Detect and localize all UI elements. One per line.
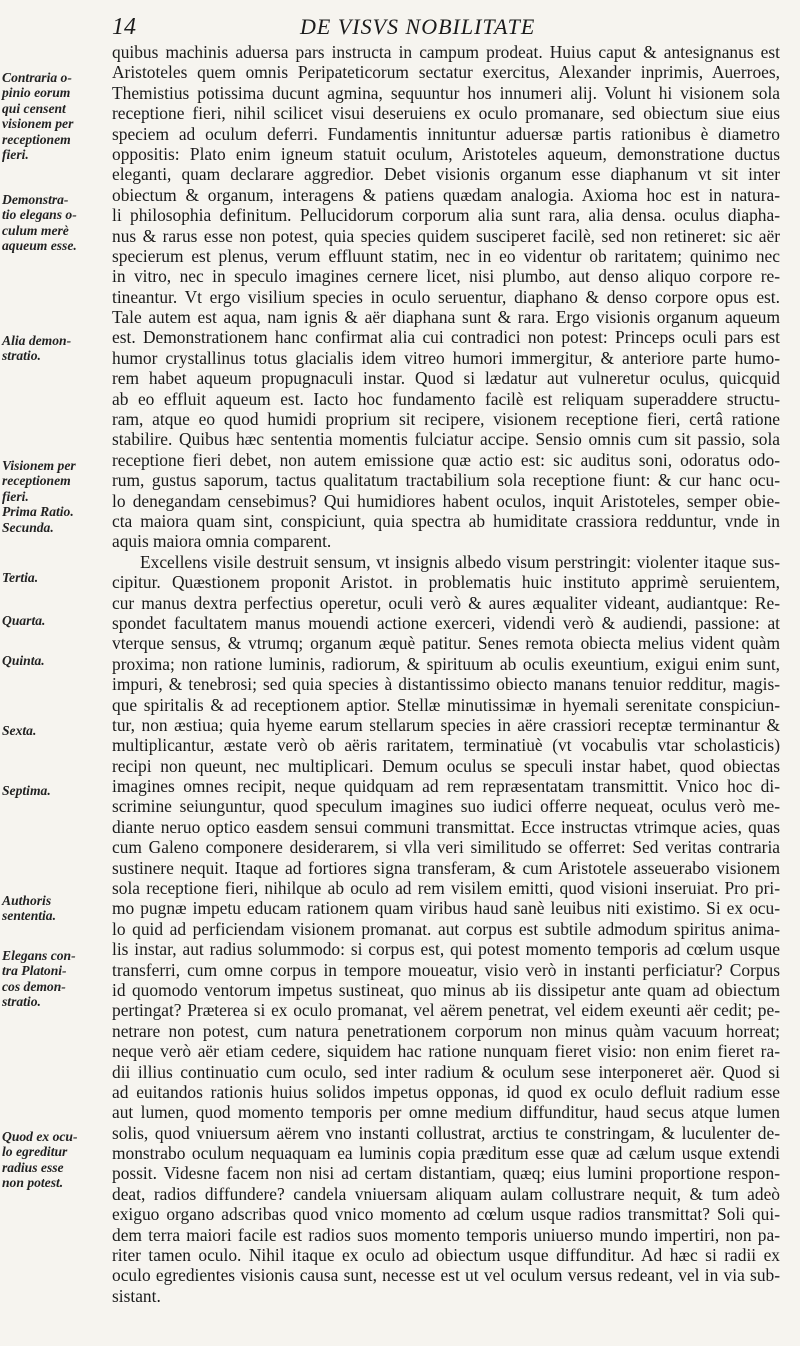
text-line: oppositis: Plato enim igneum statuit oculum, Aristoteles aqueum, demonstratione ductus <box>112 143 780 164</box>
margin-note-line: lo egreditur <box>2 1144 68 1160</box>
margin-note-quarta <box>2 613 110 628</box>
text-line: cipitur. Quæstionem proponit Aristot. in problematis huic instituto apprimè seruientem, <box>112 572 780 593</box>
text-line: riter tamen oculo. Nihil itaque ex oculo ad obiectum usque diffunditur. Ad hæc si radii ex <box>112 1245 780 1266</box>
text-line: multiplicantur, æstate verò ob aëris raritatem, terminatiuè (vt vocabulis vtar scholasticis) <box>112 735 780 756</box>
margin-note-line: Secunda. <box>2 519 54 535</box>
text-line: cur manus dextra perfectius operetur, oculi verò & aures æqualiter videant, audiantque: Re- <box>112 592 780 613</box>
body-text <box>112 42 780 1306</box>
margin-note-contraria-opinio <box>2 70 110 162</box>
text-line: transferri, cum omne corpus in tempore moueatur, visio verò in instanti perficiatur? Corpus <box>112 959 780 980</box>
text-line: ad euitandos rationis huius solidos impetus opponas, id quod ex oculo defluit radium esse <box>112 1081 780 1102</box>
margin-note-line: non potest. <box>2 1175 64 1191</box>
text-line: quibus machinis aduersa pars instructa in campum prodeat. Huius caput & antesignanus est <box>112 42 780 62</box>
margin-note-line: pinio eorum <box>2 85 71 101</box>
text-line: que spiritalis & ad receptionem aptior. Stellæ minutissimæ in hyemali serenitate conspiciun- <box>112 694 780 715</box>
text-line: Aristoteles quem omnis Peripateticorum sectatur exercitus, Alexander inprimis, Auerroes, <box>112 62 780 83</box>
text-line: imagines omnes recipit, neque quidquam ad rem repræsentatam transmittit. Vnico hoc di- <box>112 776 780 797</box>
margin-note-line: stratio. <box>2 994 41 1010</box>
text-line: lo denegandam censebimus? Qui humidiores habent oculos, inquit Aristoteles, semper obie- <box>112 490 780 511</box>
text-line: humor crystallinus totus glacialis idem vitreo humori immergitur, & anteriore parte humo- <box>112 347 780 368</box>
margin-note-line: Septima. <box>2 783 51 798</box>
text-line: receptione fieri debet, non autem emissione quæ actio est: sic auditus soni, odoratus odo- <box>112 449 780 470</box>
margin-note-line: stratio. <box>2 348 41 364</box>
margin-note-sexta <box>2 723 110 738</box>
text-line: aut lumen, quod momento temporis per omne medium diffunditur, haud secus atque lumen <box>112 1102 780 1123</box>
text-line: rem habet aqueum propugnaculi instar. Quod si lædatur aut vulneretur oculus, quicquid <box>112 368 780 389</box>
margin-note-elegans-contra-platonicos <box>2 948 110 1010</box>
text-line: stabilire. Quibus hæc sententia momentis fulciatur accipe. Sensio omnis cum sit passio, sola <box>112 429 780 450</box>
text-line: scrimine seiunguntur, quod speculum imagines suo iudici offerre nequeat, oculus verò me- <box>112 796 780 817</box>
text-line: eleganti, quam declarare aggredior. Debet visionis organum esse diaphanum vt sit inter <box>112 164 780 185</box>
text-line: lis instar, aut radius solummodo: si corpus est, qui potest momento temporis ad cœlum usque <box>112 939 780 960</box>
text-line: receptione fieri, nihil scilicet visui deseruiens ex oculo promanare, sed obiectum siue eius <box>112 103 780 124</box>
text-line: Excellens visile destruit sensum, vt insignis albedo visum perstringit: violenter itaque sus- <box>140 551 780 572</box>
text-line: in vitro, nec in speculo imagines cernere licet, nisi plumbo, aut denso aliquo corpore re- <box>112 266 780 287</box>
text-line: obiectum & organum, interagens & patiens quædam analogia. Axioma hoc est in natura- <box>112 184 780 205</box>
text-line: exiguo organo adscribas quod vnico momento ad cœlum usque radios transmittat? Soli qui- <box>112 1204 780 1225</box>
text-line: tur, non æstiua; quia hyeme earum stellarum species in aëre crassiori receptæ terminantur & <box>112 714 780 735</box>
text-line: rum, gustus saporum, tactus qualitatum tractabilium sola receptione fiunt: & cur hanc ocu- <box>112 470 780 491</box>
margin-note-line: receptionem <box>2 131 71 147</box>
margin-note-line: cos demon- <box>2 978 66 994</box>
text-line: Themistius potissima ducunt agmina, sequuntur hos innumeri alij. Volunt hi visionem sola <box>112 82 780 103</box>
text-line: pertingat? Præterea si ex oculo promanat, vel aërem penetrat, vel eidem exeunti aër cedit; pe- <box>112 1000 780 1021</box>
margin-note-quod-ex-oculo <box>2 1129 110 1191</box>
text-line: nus & rarus esse non potest, quia species quidem susciperet facilè, sed non retineret: sic aër <box>112 225 780 246</box>
text-line: ab eo effluit aqueum est. Iacto hoc fundamento facilè est reliquam superaddere structu- <box>112 388 780 409</box>
text-line: possit. Videsne facem non nisi ad certam distantiam, quæq; eius lumini proportione respon- <box>112 1163 780 1184</box>
margin-note-quinta <box>2 653 110 668</box>
margin-note-alia-demonstratio <box>2 333 110 364</box>
margin-note-line: Sexta. <box>2 723 37 738</box>
running-title: DE VISVS NOBILITATE <box>300 14 536 39</box>
text-line: dii illius continuatio cum oculo, sed inter radium & oculum sese interponeret aër. Quod si <box>112 1061 780 1082</box>
text-line: cta maiora quam sint, conspiciunt, quia spectra ab humiditate crassiora redduntur, vnde in <box>112 510 780 531</box>
margin-note-line: tio elegans o- <box>2 207 77 223</box>
margin-note-line: receptionem <box>2 473 71 489</box>
text-line: li philosophia definitum. Pellucidorum corporum alia sunt rara, alia densa. oculus diapha- <box>112 205 780 226</box>
text-line: tineantur. Vt ergo visilium species in oculo seruentur, diaphano & denso corpore opus est. <box>112 286 780 307</box>
text-line: ram, atque eo quod humidi proprium sit recipere, visionem receptione fieri, certâ ratione <box>112 409 780 430</box>
margin-note-line: aqueum esse. <box>2 238 77 254</box>
margin-note-line: Quinta. <box>2 653 45 668</box>
text-line: vterque sensus, & vtrumq; organum æquè patitur. Senes remota obiecta melius vident quàm <box>112 633 780 654</box>
text-line: cum Galeno componere desiderarem, si vlla veri similitudo se offerret: Sed veritas contraria <box>112 837 780 858</box>
text-line: netrare non potest, cum natura penetrationem corporum non minus quàm vacuum horreat; <box>112 1020 780 1041</box>
margin-note-authoris-sententia <box>2 893 110 924</box>
text-line: spondet facultatem manus mouendi actione exerceri, videndi verò & audiendi, passione: at <box>112 612 780 633</box>
margin-note-line: visionem per <box>2 116 74 132</box>
margin-note-line: culum merè <box>2 222 69 238</box>
margin-note-line: fieri. <box>2 488 29 504</box>
margin-note-line: radius esse <box>2 1159 64 1175</box>
text-line: lo quid ad perficiendam visionem promanat. aut corpus est subtile admodum spiritus anima- <box>112 918 780 939</box>
text-line: est. Demonstrationem hanc confirmat alia cui contradici non potest: Princeps oculi pars est <box>112 327 780 348</box>
margin-note-line: Demonstra- <box>2 192 69 207</box>
text-line: monstrabo oculum nequaquam ea luminis copia præditum esse quæ ad cælum usque extendi <box>112 1143 780 1164</box>
text-line: speciem ad oculum deferri. Fundamentis innituntur aduersæ partis rationibus è diametro <box>112 123 780 144</box>
margin-note-line: tra Platoni- <box>2 963 67 979</box>
text-line: sola receptione fieri, nihilque ab oculo ad rem visilem emitti, quod visioni inseruiat. Pro pri- <box>112 878 780 899</box>
margin-note-septima <box>2 783 110 798</box>
margin-note-line: Quod ex ocu- <box>2 1129 78 1144</box>
text-line: sistant. <box>112 1285 161 1306</box>
text-line: impuri, & tenebrosi; sed quia species à distantissimo obiecto manans tenuior redditur, magis- <box>112 674 780 695</box>
text-line: specierum est plenus, verum effluunt statim, nec in eo videntur ob raritatem; quinimo nec <box>112 245 780 266</box>
margin-note-demonstratio-elegans <box>2 192 110 254</box>
text-line: oculo egredientes visionis causa sunt, necesse est ut vel oculum versus redeant, vel in via sub- <box>112 1265 780 1286</box>
text-line: deat, radios diffundere? candela vniuersam aliquam aulam collustrare nequit, & tum adeò <box>112 1183 780 1204</box>
text-line: Tale autem est aqua, nam ignis & aër diaphana sunt & rara. Ergo visionis organum aqueum <box>112 307 780 328</box>
text-line: id quomodo ventorum impetus sustineat, quo minus ab iis dissipetur ante quam ad obiectum <box>112 979 780 1000</box>
text-line: mo pugnæ impetu educam rationem quam viribus haud sanè leuibus niti existimo. Si ex ocu- <box>112 898 780 919</box>
text-line: sustinere nequit. Itaque ad fortiores signa transferam, & cum Aristotele asseuerabo visionem <box>112 857 780 878</box>
margin-note-line: Authoris <box>2 893 52 908</box>
text-line: solis, quod vniuersum aërem vno instanti collustrat, arctius te constringam, & luculenter de- <box>112 1122 780 1143</box>
margin-note-visionem-per-receptionem <box>2 458 110 535</box>
text-line: aquis maiora omnia comparent. <box>112 531 332 552</box>
margin-note-line: fieri. <box>2 147 29 163</box>
text-line: diante neruo optico easdem sensui communi transmittat. Ecce instructas vtrimque acies, quas <box>112 816 780 837</box>
text-line: dem terra maiori facile est radios suos momento temporis uniuerso mundo impertiri, non pa- <box>112 1224 780 1245</box>
margin-note-line: Elegans con- <box>2 948 76 963</box>
page-header <box>0 10 800 40</box>
margin-note-line: sententia. <box>2 908 57 924</box>
margin-note-line: qui censent <box>2 100 66 116</box>
margin-note-line: Alia demon- <box>2 333 72 348</box>
margin-note-line: Visionem per <box>2 458 76 473</box>
margin-note-line: Quarta. <box>2 613 46 628</box>
text-line: neque verò aër etiam cedere, siquidem hac ratione nunquam fieret visio: non enim fieret ra- <box>112 1041 780 1062</box>
page-number: 14 <box>112 14 136 40</box>
margin-note-line: Tertia. <box>2 570 39 585</box>
margin-note-line: Prima Ratio. <box>2 504 74 520</box>
text-line: proxima; non ratione luminis, radiorum, & spirituum ab oculis exeuntium, exigui enim sunt, <box>112 653 780 674</box>
margin-note-tertia <box>2 570 110 585</box>
text-line: recipi non queunt, nec multiplicari. Demum oculus se speculi instar habet, quod obiectas <box>112 755 780 776</box>
margin-note-line: Contraria o- <box>2 70 72 85</box>
